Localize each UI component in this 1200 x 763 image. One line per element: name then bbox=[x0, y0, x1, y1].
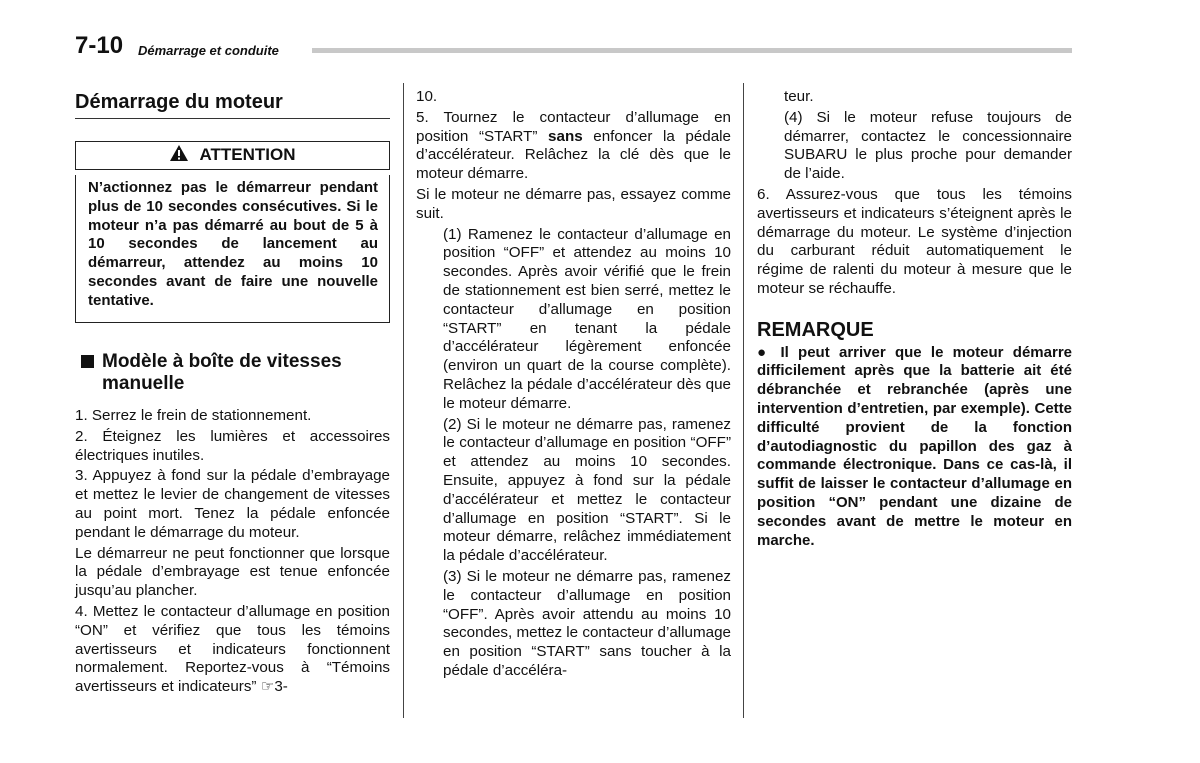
column-middle bbox=[416, 88, 731, 683]
attention-text: N’actionnez pas le démarreur pendant plus de 10 secondes consécutives. Si le moteur n’a pas démarré au bout de 5 à 10 secondes de lancement au démarreur, attendez au moins 10 secondes avant de faire une nouvelle tentative. bbox=[75, 175, 390, 323]
step-paragraph: 2. Éteignez les lumières et accessoires électriques inutiles. bbox=[75, 427, 390, 464]
step-paragraph: 1. Serrez le frein de stationnement. bbox=[75, 407, 312, 424]
substep-paragraph: (1) Ramenez le contacteur d’allumage en position “OFF” et attendez au moins 10 secondes. Après avoir vérifié que le frein de stationnement est bien serré, mettez le contacteur d’allumage en position “START” en tenant la pédale d’accélérateur légèrement enfoncée (environ un quart de la course complète). Relâchez la pédale d’accélérateur dès que le moteur démarre. bbox=[443, 225, 731, 412]
step-paragraph: 6. Assurez-vous que tous les témoins avertisseurs et indicateurs s’éteignent après le démarrage du moteur. Le système d’injection du carburant réduit automatiquement le régime de ralenti du moteur à mesure que le moteur se réchauffe. bbox=[757, 185, 1072, 297]
emphasis: sans bbox=[548, 127, 583, 145]
continued-text: teur. bbox=[784, 88, 814, 105]
column-left bbox=[75, 88, 390, 699]
step-paragraph: 3. Appuyez à fond sur la pédale d’embrayage et mettez le levier de changement de vitesses au point mort. Tenez la pédale enfoncée pendant le démarrage du moteur. bbox=[75, 467, 390, 541]
column-divider bbox=[403, 83, 404, 718]
column-divider bbox=[743, 83, 744, 718]
body-paragraph: Le démarreur ne peut fonctionner que lorsque la pédale d’embrayage est tenue enfoncée jusqu’au plancher. bbox=[75, 544, 390, 600]
section-heading: Démarrage du moteur bbox=[75, 90, 390, 119]
body-paragraph: Si le moteur ne démarre pas, essayez comme suit. bbox=[416, 185, 731, 222]
square-bullet-icon bbox=[81, 355, 94, 368]
header-rule bbox=[312, 48, 1072, 53]
substep-paragraph: (3) Si le moteur ne démarre pas, ramenez le contacteur d’allumage en position “OFF”. Après avoir attendu au moins 10 secondes, mettez le contacteur d’allumage en position “START” sans toucher à la pédale d’accéléra- bbox=[443, 567, 731, 679]
page-header bbox=[75, 32, 1075, 62]
substep-paragraph: (4) Si le moteur refuse toujours de démarrer, contactez le concessionnaire SUBARU le plus proche pour demander de l’aide. bbox=[784, 108, 1072, 183]
warning-triangle-icon bbox=[169, 144, 189, 167]
substep-paragraph: (2) Si le moteur ne démarre pas, ramenez le contacteur d’allumage en position “OFF” et attendez au moins 10 secondes. Ensuite, appuyez à fond sur la pédale d’accélérateur et mettez le contacteur d’allumage en position “START”. Si le moteur démarre, relâchez immédiatement la pédale d’accélérateur. bbox=[443, 415, 731, 565]
column-right bbox=[757, 88, 1072, 550]
note-heading: REMARQUE bbox=[757, 318, 874, 341]
note-text: ● Il peut arriver que le moteur démarre difficilement après que la batterie ait été débranchée et rebranchée (après une intervention d’entretien, par exemple). Cette difficulté provient de la fonction d’autodiagnostic du papillon des gaz à commande électronique. Dans ce cas-là, il suffit de laisser le contacteur d’allumage en position “ON” pendant une dizaine de secondes avant de mettre le moteur en marche. bbox=[757, 343, 1072, 549]
page-number: 7-10 bbox=[75, 32, 124, 59]
subsection-heading: Modèle à boîte de vitesses manuelle bbox=[75, 351, 390, 395]
attention-header bbox=[75, 141, 390, 170]
continued-text: 10. bbox=[416, 88, 438, 105]
step-paragraph: 4. Mettez le contacteur d’allumage en position “ON” et vérifiez que tous les témoins avertisseurs et indicateurs fonctionnent normalement. Reportez-vous à “Témoins avertisseurs et indicateurs” ☞3- bbox=[75, 602, 390, 696]
attention-label: ATTENTION bbox=[199, 145, 296, 165]
step-paragraph: 5. Tournez le contacteur d’allumage en position “START” sans enfoncer la pédale d’accélérateur. Relâchez la clé dès que le moteur démarre. bbox=[416, 108, 731, 183]
section-title: Démarrage et conduite bbox=[138, 43, 279, 58]
